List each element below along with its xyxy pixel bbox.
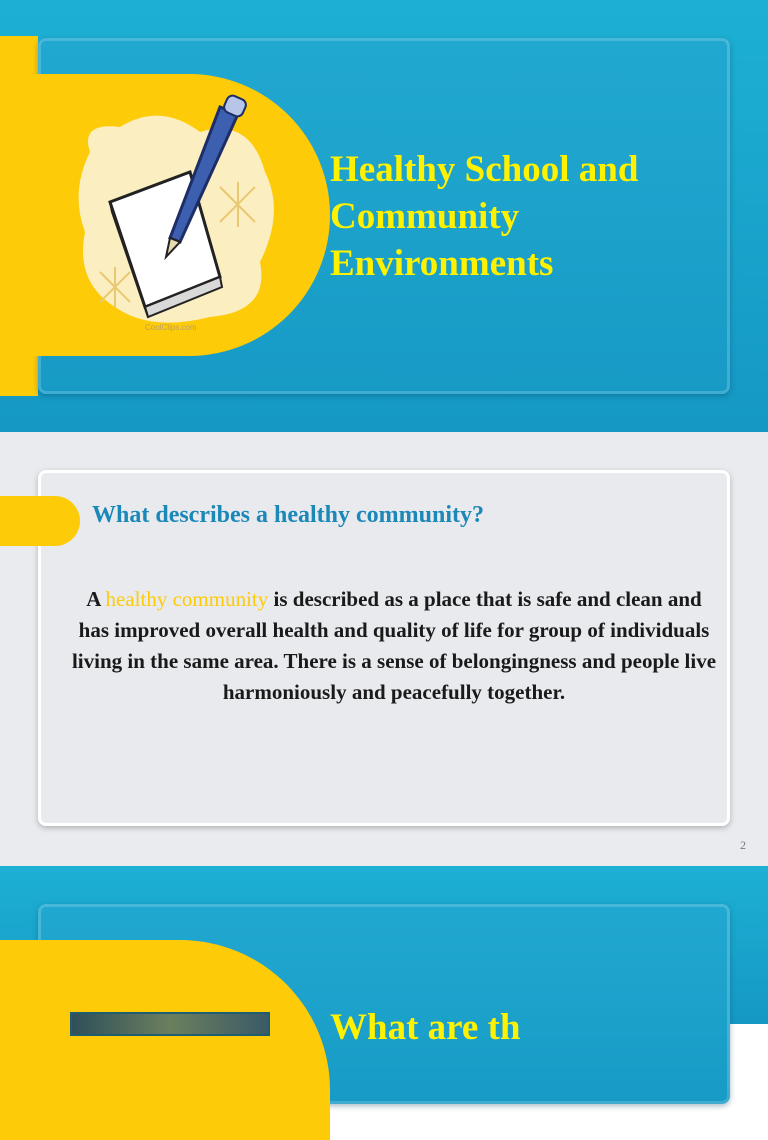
title-line-2: Community: [330, 196, 520, 237]
slide-2: [0, 432, 768, 866]
body-highlight: healthy community: [105, 587, 269, 611]
slide-3: [0, 866, 768, 1048]
title-line-1: Healthy School and: [330, 149, 639, 190]
slide-2-heading: What describes a healthy community?: [92, 502, 484, 528]
page-number: 2: [740, 838, 746, 852]
title-line-3: Environments: [330, 243, 554, 284]
slide-3-title: What are th: [330, 1007, 521, 1048]
yellow-tab: [0, 496, 80, 546]
slide-1-title: [330, 146, 730, 287]
slide-3-photo: [70, 1012, 270, 1036]
body-rest: is described as a place that is safe and clean and has improved overall health and quality of life for group of individuals living in the same area. There is a sense of belongingness and people live harmoniously and peacefully together.: [71, 587, 717, 704]
slide-1: [0, 0, 768, 432]
body-prefix: A: [86, 587, 106, 611]
notepad-pen-clipart: [70, 92, 290, 337]
clipart-caption: CoolClips.com: [145, 323, 197, 332]
slide-2-body: [70, 584, 718, 708]
